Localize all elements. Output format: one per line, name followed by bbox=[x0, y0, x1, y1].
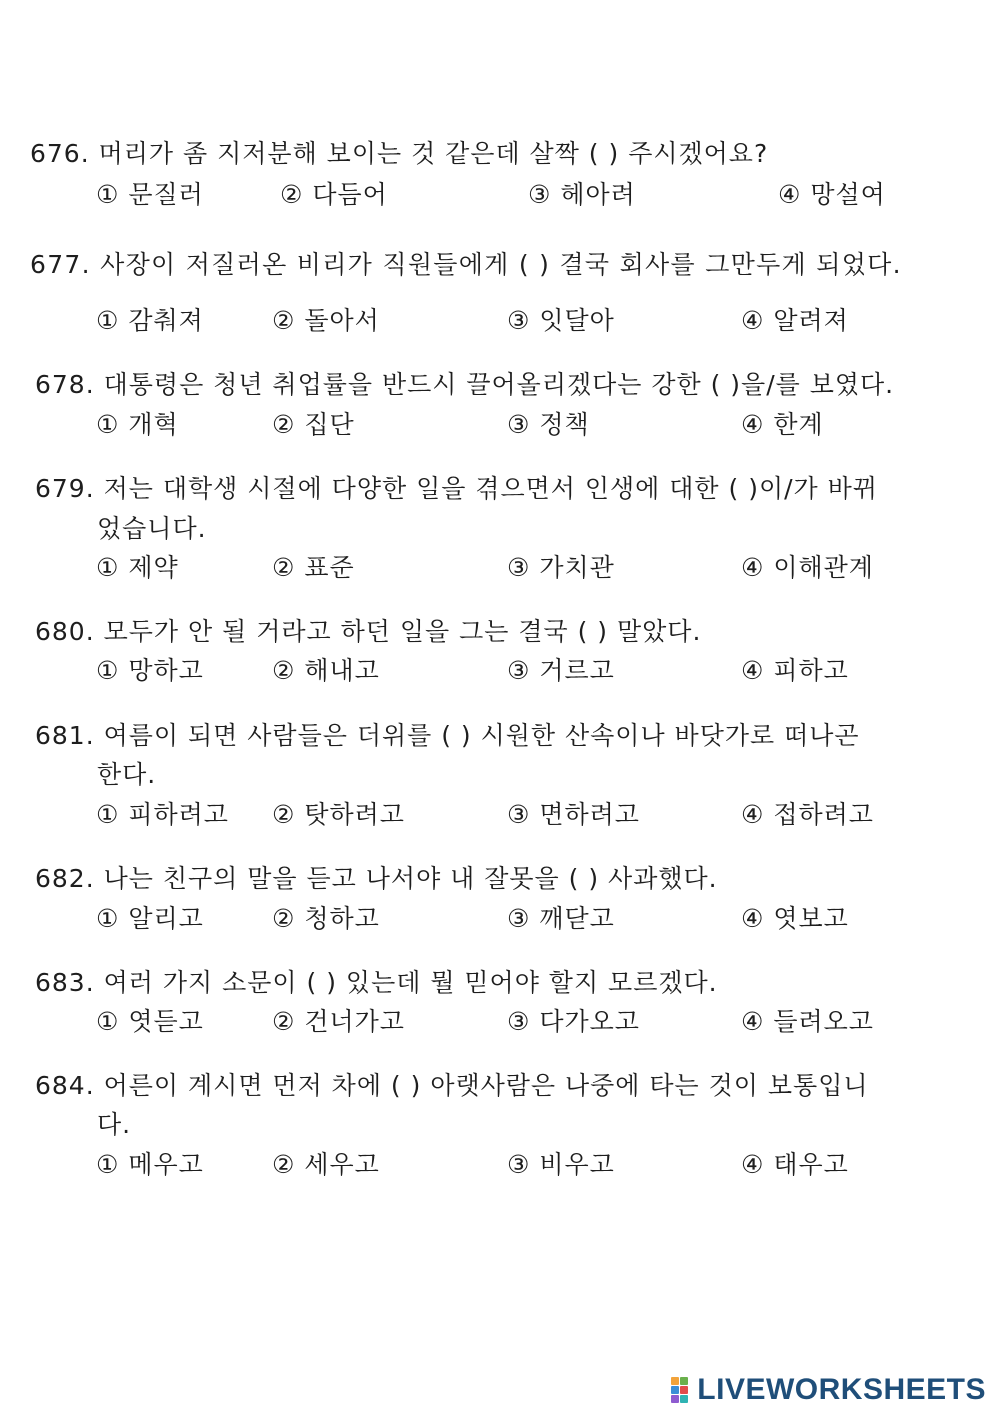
question-continuation: 다. bbox=[97, 1110, 132, 1139]
option-2[interactable]: ② 다듬어 bbox=[280, 180, 388, 209]
question-number: 679. bbox=[35, 474, 95, 503]
option-2[interactable]: ② 건너가고 bbox=[272, 1007, 405, 1036]
question-continuation: 었습니다. bbox=[97, 514, 207, 543]
question-text bbox=[35, 860, 718, 898]
question-sentence: 나는 친구의 말을 듣고 나서야 내 잘못을 ( ) 사과했다. bbox=[103, 864, 718, 893]
question-number: 681. bbox=[35, 721, 95, 750]
option-3[interactable]: ③ 깨닫고 bbox=[507, 904, 615, 933]
question-sentence: 여러 가지 소문이 ( ) 있는데 뭘 믿어야 할지 모르겠다. bbox=[103, 968, 718, 997]
option-1[interactable]: ① 메우고 bbox=[96, 1150, 204, 1179]
question-number: 676. bbox=[30, 139, 90, 168]
question-text bbox=[35, 1067, 869, 1105]
question-text bbox=[35, 717, 860, 755]
question-text bbox=[30, 246, 902, 284]
option-2[interactable]: ② 해내고 bbox=[272, 656, 380, 685]
option-2[interactable]: ② 돌아서 bbox=[272, 306, 380, 335]
option-1[interactable]: ① 감춰져 bbox=[96, 306, 204, 335]
brand-name: LIVEWORKSHEETS bbox=[697, 1373, 986, 1406]
option-3[interactable]: ③ 면하려고 bbox=[507, 800, 640, 829]
option-2[interactable]: ② 탓하려고 bbox=[272, 800, 405, 829]
option-3[interactable]: ③ 가치관 bbox=[507, 553, 615, 582]
question-number: 678. bbox=[35, 370, 95, 399]
question-sentence: 모두가 안 될 거라고 하던 일을 그는 결국 ( ) 말았다. bbox=[103, 617, 702, 646]
option-1[interactable]: ① 개혁 bbox=[96, 410, 179, 439]
option-3[interactable]: ③ 다가오고 bbox=[507, 1007, 640, 1036]
question-text bbox=[35, 964, 718, 1002]
option-4[interactable]: ④ 피하고 bbox=[741, 656, 849, 685]
option-1[interactable]: ① 문질러 bbox=[96, 180, 204, 209]
question-number: 680. bbox=[35, 617, 95, 646]
option-1[interactable]: ① 피하려고 bbox=[96, 800, 229, 829]
option-2[interactable]: ② 표준 bbox=[272, 553, 355, 582]
option-4[interactable]: ④ 한계 bbox=[741, 410, 824, 439]
question-number: 683. bbox=[35, 968, 95, 997]
option-3[interactable]: ③ 거르고 bbox=[507, 656, 615, 685]
question-continuation: 한다. bbox=[97, 760, 157, 789]
option-4[interactable]: ④ 접하려고 bbox=[741, 800, 874, 829]
option-3[interactable]: ③ 비우고 bbox=[507, 1150, 615, 1179]
option-3[interactable]: ③ 정책 bbox=[507, 410, 590, 439]
question-number: 677. bbox=[30, 250, 91, 279]
question-sentence: 어른이 계시면 먼저 차에 ( ) 아랫사람은 나중에 타는 것이 보통입니 bbox=[103, 1071, 869, 1100]
question-sentence: 여름이 되면 사람들은 더위를 ( ) 시원한 산속이나 바닷가로 떠나곤 bbox=[103, 721, 860, 750]
liveworksheets-icon bbox=[671, 1377, 693, 1403]
question-sentence: 머리가 좀 지저분해 보이는 것 같은데 살짝 ( ) 주시겠어요? bbox=[98, 139, 769, 168]
question-sentence: 사장이 저질러온 비리가 직원들에게 ( ) 결국 회사를 그만두게 되었다. bbox=[100, 250, 902, 279]
question-number: 682. bbox=[35, 864, 95, 893]
question-text bbox=[30, 135, 768, 173]
question-number: 684. bbox=[35, 1071, 95, 1100]
option-4[interactable]: ④ 망설여 bbox=[778, 180, 886, 209]
option-2[interactable]: ② 세우고 bbox=[272, 1150, 380, 1179]
option-3[interactable]: ③ 헤아려 bbox=[528, 180, 636, 209]
question-text bbox=[35, 366, 894, 404]
question-text bbox=[35, 613, 701, 651]
option-1[interactable]: ① 알리고 bbox=[96, 904, 204, 933]
question-text bbox=[35, 470, 878, 508]
option-1[interactable]: ① 제약 bbox=[96, 553, 179, 582]
option-4[interactable]: ④ 태우고 bbox=[741, 1150, 849, 1179]
option-2[interactable]: ② 청하고 bbox=[272, 904, 380, 933]
option-4[interactable]: ④ 이해관계 bbox=[741, 553, 874, 582]
option-1[interactable]: ① 망하고 bbox=[96, 656, 204, 685]
option-4[interactable]: ④ 엿보고 bbox=[741, 904, 849, 933]
option-4[interactable]: ④ 들려오고 bbox=[741, 1007, 874, 1036]
option-2[interactable]: ② 집단 bbox=[272, 410, 355, 439]
option-1[interactable]: ① 엿듣고 bbox=[96, 1007, 204, 1036]
option-4[interactable]: ④ 알려져 bbox=[741, 306, 849, 335]
option-3[interactable]: ③ 잇달아 bbox=[507, 306, 615, 335]
liveworksheets-logo bbox=[671, 1372, 986, 1408]
question-sentence: 저는 대학생 시절에 다양한 일을 겪으면서 인생에 대한 ( )이/가 바뀌 bbox=[103, 474, 878, 503]
question-sentence: 대통령은 청년 취업률을 반드시 끌어올리겠다는 강한 ( )을/를 보였다. bbox=[103, 370, 895, 399]
